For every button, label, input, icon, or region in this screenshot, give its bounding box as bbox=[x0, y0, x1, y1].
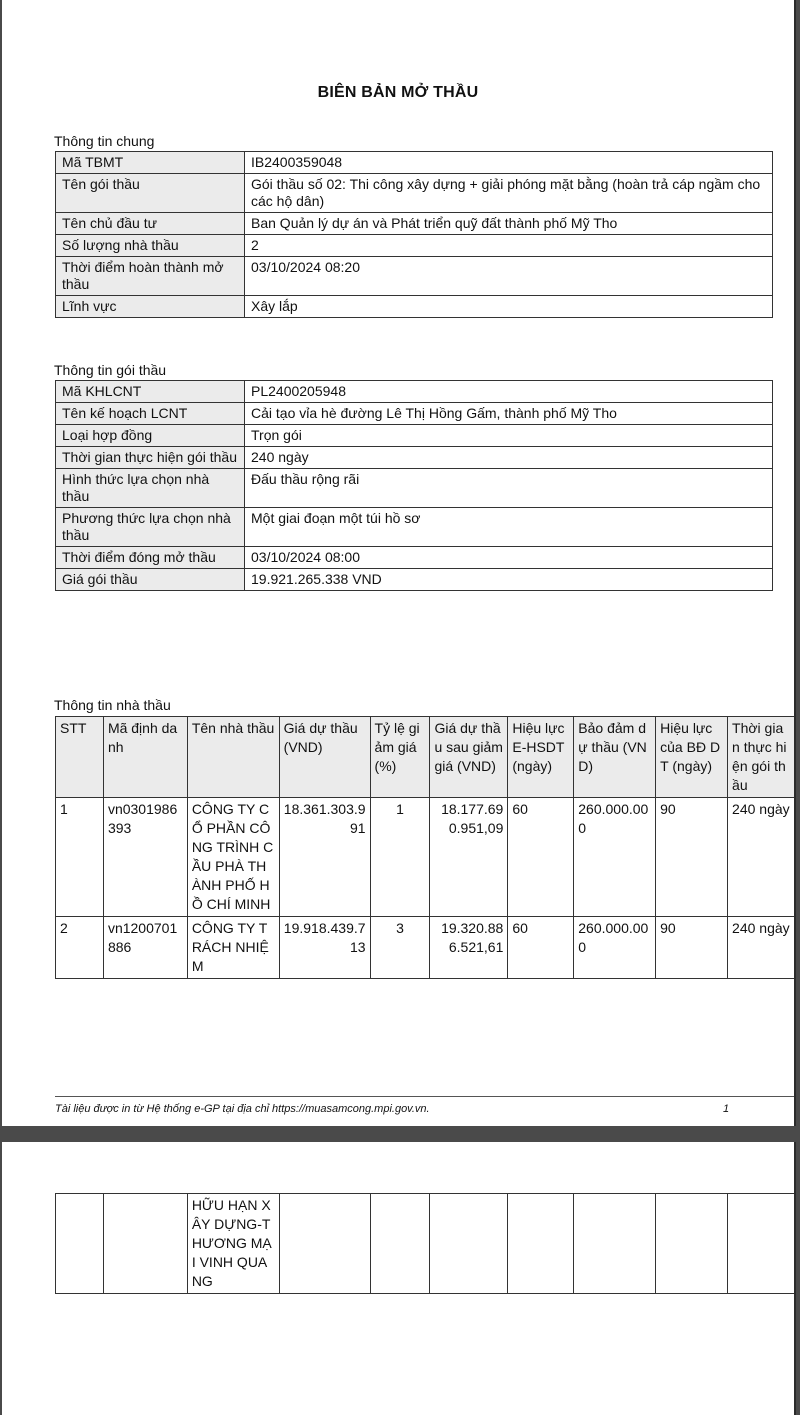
row-value: IB2400359048 bbox=[245, 152, 773, 174]
cell-id bbox=[103, 1194, 187, 1294]
table-row bbox=[56, 213, 773, 235]
row-label: Số lượng nhà thầu bbox=[56, 235, 245, 257]
column-header: STT bbox=[56, 717, 104, 798]
row-label: Hình thức lựa chọn nhà thầu bbox=[56, 469, 245, 508]
package-info-heading: Thông tin gói thầu bbox=[54, 362, 167, 378]
cell-id: vn0301986393 bbox=[103, 798, 187, 917]
package-info-table bbox=[55, 380, 773, 591]
column-header: Tên nhà thầu bbox=[187, 717, 279, 798]
cell-name: HỮU HẠN XÂY DỰNG-THƯƠNG MẠI VINH QUANG bbox=[187, 1194, 279, 1294]
cell-price-after: 18.177.690.951,09 bbox=[430, 798, 508, 917]
row-label: Thời điểm hoàn thành mở thầu bbox=[56, 257, 245, 296]
cell-price-after bbox=[430, 1194, 508, 1294]
column-header: Tỷ lệ giảm giá (%) bbox=[370, 717, 430, 798]
row-label: Thời điểm đóng mở thầu bbox=[56, 547, 245, 569]
cell-name: CÔNG TY CỔ PHẦN CÔNG TRÌNH CẦU PHÀ THÀNH PHỐ HỒ CHÍ MINH bbox=[187, 798, 279, 917]
row-value: 03/10/2024 08:00 bbox=[245, 547, 773, 569]
cell-guarantee-validity bbox=[656, 1194, 728, 1294]
table-row bbox=[56, 547, 773, 569]
table-row bbox=[56, 296, 773, 318]
column-header: Giá dự thầu (VND) bbox=[279, 717, 370, 798]
row-label: Thời gian thực hiện gói thầu bbox=[56, 447, 245, 469]
row-value: 03/10/2024 08:20 bbox=[245, 257, 773, 296]
cell-duration: 240 ngày bbox=[728, 798, 794, 917]
column-header: Mã định danh bbox=[103, 717, 187, 798]
cell-duration: 240 ngày bbox=[728, 917, 794, 979]
row-label: Tên chủ đầu tư bbox=[56, 213, 245, 235]
cell-guarantee bbox=[574, 1194, 656, 1294]
row-value: Trọn gói bbox=[245, 425, 773, 447]
row-value: Cải tạo vỉa hè đường Lê Thị Hồng Gấm, thành phố Mỹ Tho bbox=[245, 403, 773, 425]
column-header: Hiệu lực của BĐ DT (ngày) bbox=[656, 717, 728, 798]
table-row bbox=[56, 174, 773, 213]
cell-validity: 60 bbox=[508, 798, 574, 917]
table-row bbox=[56, 403, 773, 425]
row-label: Giá gói thầu bbox=[56, 569, 245, 591]
row-label: Mã TBMT bbox=[56, 152, 245, 174]
cell-discount: 1 bbox=[370, 798, 430, 917]
cell-guarantee: 260.000.000 bbox=[574, 798, 656, 917]
table-row bbox=[56, 235, 773, 257]
cell-validity bbox=[508, 1194, 574, 1294]
row-value: Một giai đoạn một túi hồ sơ bbox=[245, 508, 773, 547]
cell-guarantee-validity: 90 bbox=[656, 917, 728, 979]
cell-stt bbox=[56, 1194, 104, 1294]
cell-stt: 2 bbox=[56, 917, 104, 979]
document-page-2 bbox=[2, 1142, 794, 1415]
table-row bbox=[56, 257, 773, 296]
cell-validity: 60 bbox=[508, 917, 574, 979]
row-value: Xây lắp bbox=[245, 296, 773, 318]
cell-name: CÔNG TY TRÁCH NHIỆM bbox=[187, 917, 279, 979]
row-label: Lĩnh vực bbox=[56, 296, 245, 318]
column-header: Thời gian thực hiện gói thầu bbox=[728, 717, 794, 798]
table-row bbox=[56, 569, 773, 591]
cell-discount bbox=[370, 1194, 430, 1294]
document-page-1 bbox=[2, 0, 794, 1126]
table-row bbox=[56, 798, 795, 917]
row-label: Phương thức lựa chọn nhà thầu bbox=[56, 508, 245, 547]
bidders-table bbox=[55, 716, 794, 979]
cell-duration bbox=[728, 1194, 794, 1294]
cell-price bbox=[279, 1194, 370, 1294]
table-row bbox=[56, 152, 773, 174]
footer-text: Tài liệu được in từ Hệ thống e-GP tại địa chỉ https://muasamcong.mpi.gov.vn. bbox=[55, 1103, 430, 1115]
cell-discount: 3 bbox=[370, 917, 430, 979]
cell-guarantee: 260.000.000 bbox=[574, 917, 656, 979]
general-info-heading: Thông tin chung bbox=[54, 133, 155, 149]
cell-price-after: 19.320.886.521,61 bbox=[430, 917, 508, 979]
row-value: PL2400205948 bbox=[245, 381, 773, 403]
cell-id: vn1200701886 bbox=[103, 917, 187, 979]
table-row bbox=[56, 425, 773, 447]
bidders-table-continued bbox=[55, 1193, 794, 1294]
row-label: Loại hợp đồng bbox=[56, 425, 245, 447]
table-row bbox=[56, 508, 773, 547]
column-header: Bảo đảm dự thầu (VND) bbox=[574, 717, 656, 798]
column-header: Giá dự thầu sau giảm giá (VND) bbox=[430, 717, 508, 798]
document-title: BIÊN BẢN MỞ THẦU bbox=[317, 84, 479, 101]
row-label: Mã KHLCNT bbox=[56, 381, 245, 403]
cell-price: 19.918.439.713 bbox=[279, 917, 370, 979]
row-value: 2 bbox=[245, 235, 773, 257]
table-row bbox=[56, 1194, 795, 1294]
table-row bbox=[56, 381, 773, 403]
page-number: 1 bbox=[723, 1103, 730, 1115]
table-header-row bbox=[56, 717, 795, 798]
row-label: Tên gói thầu bbox=[56, 174, 245, 213]
general-info-table bbox=[55, 151, 773, 318]
row-value: Đấu thầu rộng rãi bbox=[245, 469, 773, 508]
bidders-info-heading: Thông tin nhà thầu bbox=[54, 697, 171, 713]
column-header: Hiệu lực E-HSDT (ngày) bbox=[508, 717, 574, 798]
row-label: Tên kế hoạch LCNT bbox=[56, 403, 245, 425]
row-value: Gói thầu số 02: Thi công xây dựng + giải phóng mặt bằng (hoàn trả cáp ngầm cho các hộ dân) bbox=[245, 174, 773, 213]
table-row bbox=[56, 469, 773, 508]
row-value: 19.921.265.338 VND bbox=[245, 569, 773, 591]
cell-guarantee-validity: 90 bbox=[656, 798, 728, 917]
footer-divider bbox=[55, 1096, 794, 1097]
table-row bbox=[56, 917, 795, 979]
row-value: 240 ngày bbox=[245, 447, 773, 469]
cell-stt: 1 bbox=[56, 798, 104, 917]
table-row bbox=[56, 447, 773, 469]
row-value: Ban Quản lý dự án và Phát triển quỹ đất thành phố Mỹ Tho bbox=[245, 213, 773, 235]
cell-price: 18.361.303.991 bbox=[279, 798, 370, 917]
